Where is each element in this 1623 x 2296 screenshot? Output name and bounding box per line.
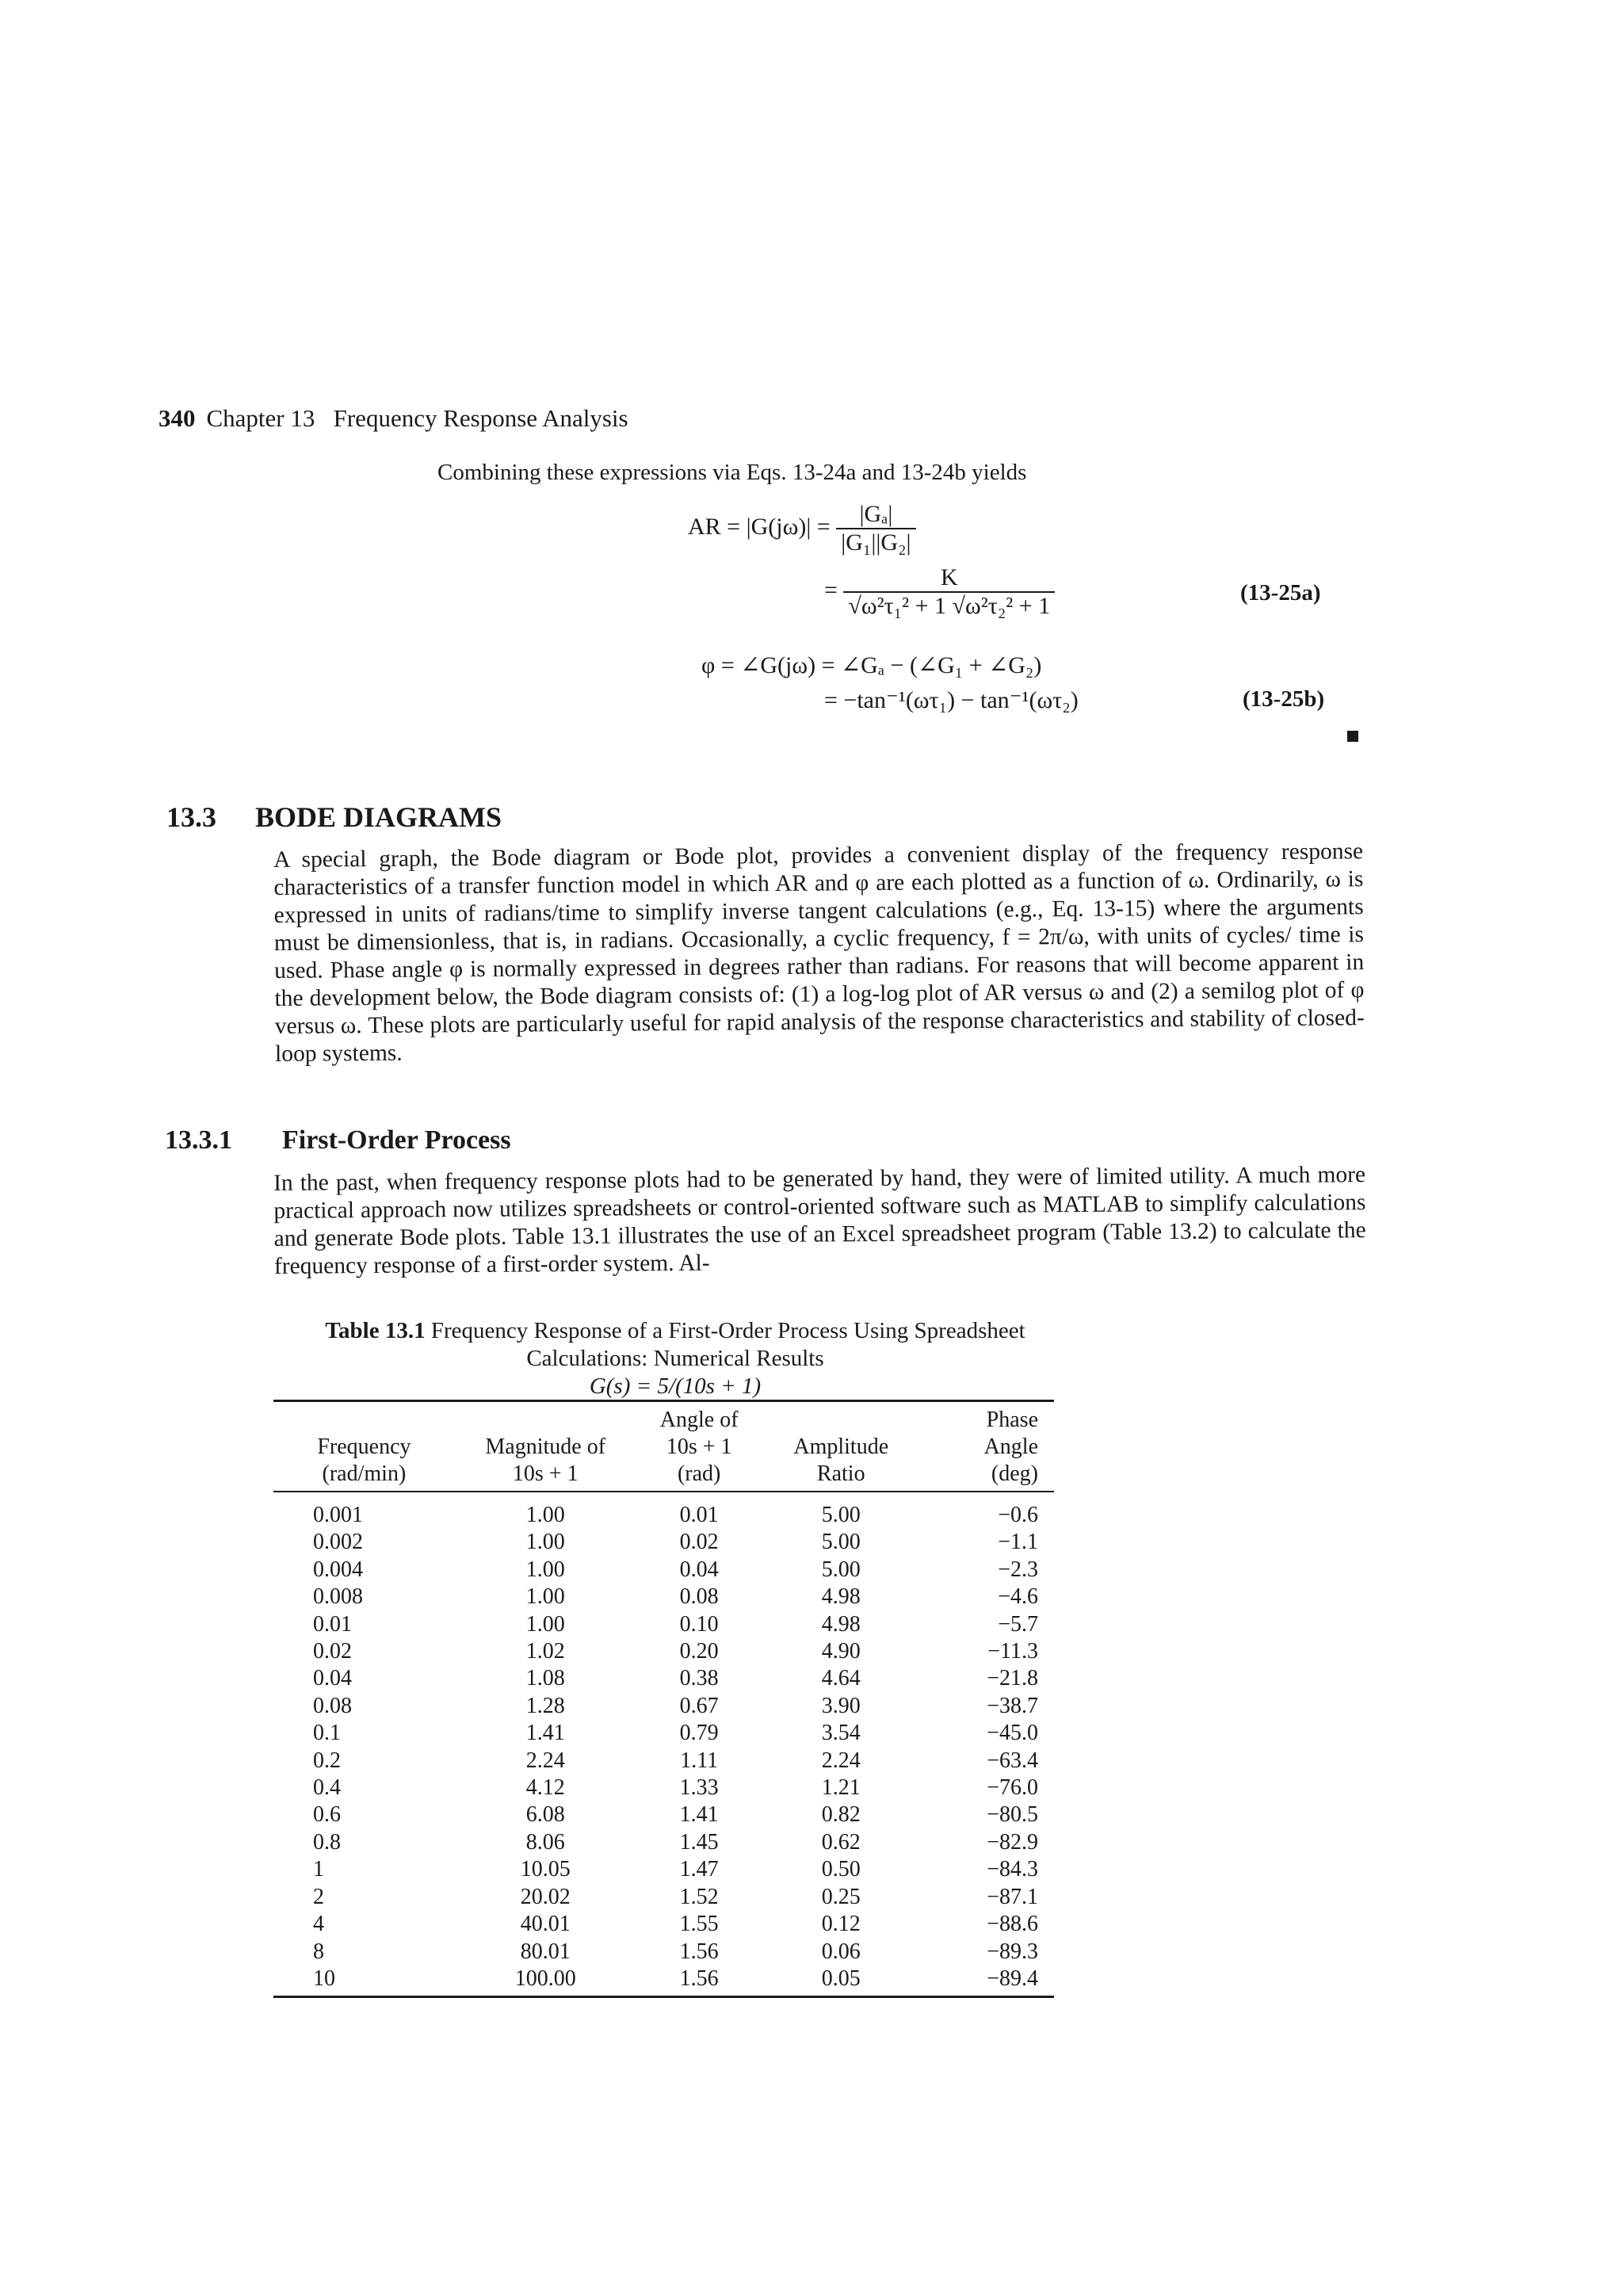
table-row — [273, 1529, 1054, 1556]
table-label: Table 13.1 — [325, 1318, 426, 1343]
table-row — [273, 1775, 1054, 1801]
table-cell-phase-angle: −84.3 — [987, 1857, 1038, 1882]
table-cell-magnitude: 80.01 — [520, 1939, 571, 1964]
table-cell-frequency: 0.002 — [313, 1530, 363, 1555]
column-header-line: Phase — [986, 1408, 1038, 1432]
chapter-title: Frequency Response Analysis — [333, 404, 628, 432]
column-header-line: Angle — [983, 1435, 1038, 1459]
column-header-angle-rad — [636, 1401, 762, 1492]
equation-ar-line1 — [688, 501, 916, 556]
table-row — [273, 1557, 1054, 1584]
table-cell-phase-angle: −82.9 — [987, 1829, 1038, 1855]
equation-ar-line2 — [824, 564, 1055, 620]
table-cell-amplitude-ratio: 4.98 — [821, 1584, 861, 1610]
chapter-label: Chapter 13 — [206, 404, 315, 432]
table-cell-phase-angle: −38.7 — [987, 1693, 1038, 1718]
table-cell-amplitude-ratio: 4.64 — [821, 1666, 861, 1691]
table-cell-amplitude-ratio: 0.06 — [821, 1939, 861, 1964]
equation-number-13-25b: (13-25b) — [1243, 686, 1325, 712]
table-cell-angle-rad: 1.33 — [679, 1775, 719, 1801]
table-row — [273, 1638, 1054, 1665]
column-header-line: 10s + 1 — [666, 1435, 732, 1459]
column-header-line: Frequency — [317, 1435, 411, 1459]
table-cell-phase-angle: −76.0 — [987, 1775, 1038, 1801]
table-cell-frequency: 0.04 — [313, 1666, 352, 1691]
table-cell-frequency: 0.02 — [313, 1639, 352, 1664]
table-cell-frequency: 4 — [313, 1912, 324, 1937]
table-cell-phase-angle: −5.7 — [998, 1611, 1038, 1637]
column-header-line: Angle of — [659, 1408, 739, 1432]
column-header-line: (deg) — [991, 1461, 1038, 1486]
subsection-title: First-Order Process — [282, 1125, 511, 1155]
table-cell-angle-rad: 1.11 — [680, 1748, 719, 1773]
fraction-numerator: |Gₐ| — [859, 501, 893, 527]
table-cell-angle-rad: 0.67 — [679, 1693, 719, 1718]
table-cell-angle-rad: 0.20 — [679, 1639, 719, 1664]
table-cell-frequency: 0.6 — [313, 1802, 341, 1828]
table-header-row — [273, 1401, 1054, 1492]
column-header-phase-angle — [920, 1401, 1054, 1492]
table-caption-line2: Calculations: Numerical Results — [526, 1346, 824, 1371]
table-cell-magnitude: 2.24 — [525, 1748, 565, 1773]
table-cell-amplitude-ratio: 5.00 — [821, 1503, 861, 1527]
table-cell-magnitude: 1.28 — [525, 1693, 565, 1718]
table-cell-amplitude-ratio: 3.54 — [821, 1721, 861, 1746]
table-cell-frequency: 0.4 — [313, 1775, 341, 1801]
table-row — [273, 1966, 1054, 1997]
table-row — [273, 1693, 1054, 1720]
table-cell-frequency: 1 — [313, 1857, 324, 1882]
table-cell-frequency: 2 — [313, 1884, 324, 1909]
table-cell-amplitude-ratio: 0.12 — [821, 1912, 861, 1937]
table-cell-amplitude-ratio: 0.82 — [821, 1802, 861, 1828]
frequency-response-table — [273, 1400, 1054, 1998]
equation-ar-lhs: AR = |G(jω)| = — [688, 513, 831, 540]
equation-ar2-lhs: = — [824, 576, 838, 603]
table-row — [273, 1748, 1054, 1775]
table-cell-phase-angle: −63.4 — [987, 1748, 1038, 1773]
table-row — [273, 1856, 1054, 1883]
table-cell-frequency: 0.01 — [313, 1611, 352, 1637]
table-cell-angle-rad: 1.56 — [679, 1966, 719, 1991]
table-cell-phase-angle: −2.3 — [998, 1557, 1038, 1582]
end-of-example-mark — [1347, 731, 1358, 742]
column-header-amplitude-ratio — [762, 1401, 920, 1492]
table-cell-amplitude-ratio: 3.90 — [821, 1693, 861, 1718]
equation-ar-fraction — [836, 501, 915, 556]
equation-phi-line2: = −tan⁻¹(ωτ₁) − tan⁻¹(ωτ₂) — [824, 687, 1079, 713]
table-cell-phase-angle: −89.4 — [987, 1966, 1038, 1991]
table-cell-angle-rad: 1.55 — [679, 1912, 719, 1937]
table-cell-angle-rad: 1.45 — [679, 1829, 719, 1855]
table-cell-frequency: 0.001 — [313, 1503, 363, 1527]
intro-text: Combining these expressions via Eqs. 13-24a and 13-24b yields — [437, 460, 1027, 485]
table-row — [273, 1829, 1054, 1856]
column-header-line: (rad/min) — [322, 1461, 407, 1486]
column-header-frequency — [273, 1401, 455, 1492]
table-cell-magnitude: 10.05 — [520, 1857, 571, 1882]
table-caption — [295, 1317, 1056, 1400]
table-cell-magnitude: 100.00 — [514, 1966, 576, 1991]
table-row — [273, 1584, 1054, 1610]
column-header-line: 10s + 1 — [512, 1461, 579, 1486]
table-row — [273, 1911, 1054, 1938]
table-cell-phase-angle: −89.3 — [987, 1939, 1038, 1964]
table-cell-angle-rad: 0.38 — [679, 1666, 719, 1691]
column-header-line: Magnitude of — [485, 1435, 606, 1459]
table-cell-phase-angle: −87.1 — [987, 1884, 1038, 1909]
table-cell-amplitude-ratio: 5.00 — [821, 1557, 861, 1582]
table-cell-amplitude-ratio: 1.21 — [821, 1775, 861, 1801]
subsection-heading — [165, 1125, 511, 1156]
table-caption-line1: Frequency Response of a First-Order Process Using Spreadsheet — [430, 1318, 1025, 1343]
table-cell-magnitude: 1.41 — [525, 1721, 565, 1746]
table-cell-angle-rad: 0.04 — [679, 1557, 719, 1582]
subsection-paragraph: In the past, when frequency response plots had to be generated by hand, they were of limited utility. A much more practical approach now utilizes spreadsheets or control-oriented software such as MATLAB to simplify calculations and generate Bode plots. Table 13.1 illustrates the use of an Excel spreadsheet program (Table 13.2) to calculate the frequency response of a first-order system. Al- — [273, 1162, 1366, 1279]
table-cell-frequency: 10 — [313, 1966, 335, 1991]
table-cell-magnitude: 1.08 — [525, 1666, 565, 1691]
table-caption-line3: G(s) = 5/(10s + 1) — [589, 1373, 762, 1399]
table-cell-frequency: 0.1 — [313, 1721, 341, 1746]
table-body — [273, 1492, 1054, 1997]
table-cell-angle-rad: 1.56 — [679, 1939, 719, 1964]
table-cell-magnitude: 1.00 — [525, 1503, 565, 1527]
table-cell-amplitude-ratio: 0.62 — [821, 1829, 861, 1855]
column-header-line: Ratio — [816, 1461, 865, 1486]
table-cell-frequency: 0.8 — [313, 1829, 341, 1855]
table-cell-angle-rad: 1.47 — [679, 1857, 719, 1882]
equation-ar2-fraction — [843, 564, 1055, 620]
equation-number-13-25a: (13-25a) — [1240, 580, 1321, 606]
table-row — [273, 1611, 1054, 1638]
table-row — [273, 1492, 1054, 1529]
table-cell-angle-rad: 0.10 — [679, 1611, 719, 1637]
section-paragraph: A special graph, the Bode diagram or Bode plot, provides a convenient display of the frequency response characteristics of a transfer function model in which AR and φ are each plotted as a function of ω. Ordinarily, ω is expressed in units of radians/time to simplify inverse tangent calculations (e.g., Eq. 13-15) where the arguments must be dimensionless, that is, in radians. Occasionally, a cyclic frequency, f = 2π/ω, with units of cycles/ time is used. Phase angle φ is normally expressed in degrees rather than radians. For reasons that will become apparent in the development below, the Bode diagram consists of: (1) a log-log plot of AR versus ω and (2) a semilog plot of φ versus ω. These plots are particularly useful for rapid analysis of the response characteristics and stability of closed-loop systems. — [273, 839, 1365, 1067]
table-cell-phase-angle: −0.6 — [998, 1503, 1038, 1527]
table-cell-magnitude: 1.00 — [525, 1611, 565, 1637]
table-cell-angle-rad: 0.79 — [679, 1721, 719, 1746]
table-cell-magnitude: 6.08 — [525, 1802, 565, 1828]
table-cell-magnitude: 1.00 — [525, 1557, 565, 1582]
table-cell-phase-angle: −21.8 — [987, 1666, 1038, 1691]
table-cell-angle-rad: 0.01 — [679, 1503, 719, 1527]
column-header-magnitude — [455, 1401, 636, 1492]
running-header — [158, 404, 628, 433]
table-cell-magnitude: 1.02 — [525, 1639, 565, 1664]
table-cell-magnitude: 4.12 — [525, 1775, 565, 1801]
table-cell-amplitude-ratio: 4.90 — [821, 1639, 861, 1664]
table-cell-phase-angle: −11.3 — [987, 1639, 1038, 1664]
page-number: 340 — [158, 404, 196, 432]
table-cell-magnitude: 8.06 — [525, 1829, 565, 1855]
table-cell-angle-rad: 0.08 — [679, 1584, 719, 1610]
equation-phi-line1: φ = ∠G(jω) = ∠Gₐ − (∠G₁ + ∠G₂) — [701, 652, 1042, 678]
table-cell-frequency: 0.08 — [313, 1693, 352, 1718]
table-cell-angle-rad: 1.52 — [679, 1884, 719, 1909]
table-cell-phase-angle: −1.1 — [998, 1530, 1038, 1555]
section-number: 13.3 — [166, 801, 216, 833]
table-cell-amplitude-ratio: 0.50 — [821, 1857, 861, 1882]
subsection-number: 13.3.1 — [165, 1125, 232, 1155]
table-cell-phase-angle: −88.6 — [987, 1912, 1038, 1937]
table-cell-amplitude-ratio: 5.00 — [821, 1530, 861, 1555]
table-row — [273, 1801, 1054, 1828]
fraction-denominator: √ω²τ₁² + 1 √ω²τ₂² + 1 — [843, 591, 1055, 620]
table-cell-amplitude-ratio: 2.24 — [821, 1748, 861, 1773]
table-cell-angle-rad: 0.02 — [679, 1530, 719, 1555]
table-row — [273, 1720, 1054, 1747]
table-cell-phase-angle: −45.0 — [987, 1721, 1038, 1746]
table-row — [273, 1884, 1054, 1911]
table-cell-frequency: 0.2 — [313, 1748, 341, 1773]
table-row — [273, 1939, 1054, 1966]
table-cell-angle-rad: 1.41 — [679, 1802, 719, 1828]
table-cell-frequency: 0.008 — [313, 1584, 363, 1610]
section-title: BODE DIAGRAMS — [255, 801, 502, 833]
table-cell-magnitude: 1.00 — [525, 1530, 565, 1555]
table-cell-phase-angle: −80.5 — [987, 1802, 1038, 1828]
column-header-line: Amplitude — [793, 1435, 889, 1459]
fraction-numerator: K — [940, 564, 958, 590]
table-cell-frequency: 0.004 — [313, 1557, 363, 1582]
table-cell-magnitude: 20.02 — [520, 1884, 571, 1909]
table-row — [273, 1665, 1054, 1692]
fraction-denominator: |G₁||G₂| — [836, 528, 915, 556]
table-cell-amplitude-ratio: 0.25 — [821, 1884, 861, 1909]
table-cell-amplitude-ratio: 4.98 — [821, 1611, 861, 1637]
table-cell-magnitude: 40.01 — [520, 1912, 571, 1937]
section-heading — [166, 800, 502, 834]
column-header-line: (rad) — [677, 1461, 721, 1486]
table-cell-phase-angle: −4.6 — [998, 1584, 1038, 1610]
table-cell-magnitude: 1.00 — [525, 1584, 565, 1610]
table-header — [273, 1401, 1054, 1492]
table-cell-amplitude-ratio: 0.05 — [821, 1966, 861, 1991]
table-cell-frequency: 8 — [313, 1939, 324, 1964]
